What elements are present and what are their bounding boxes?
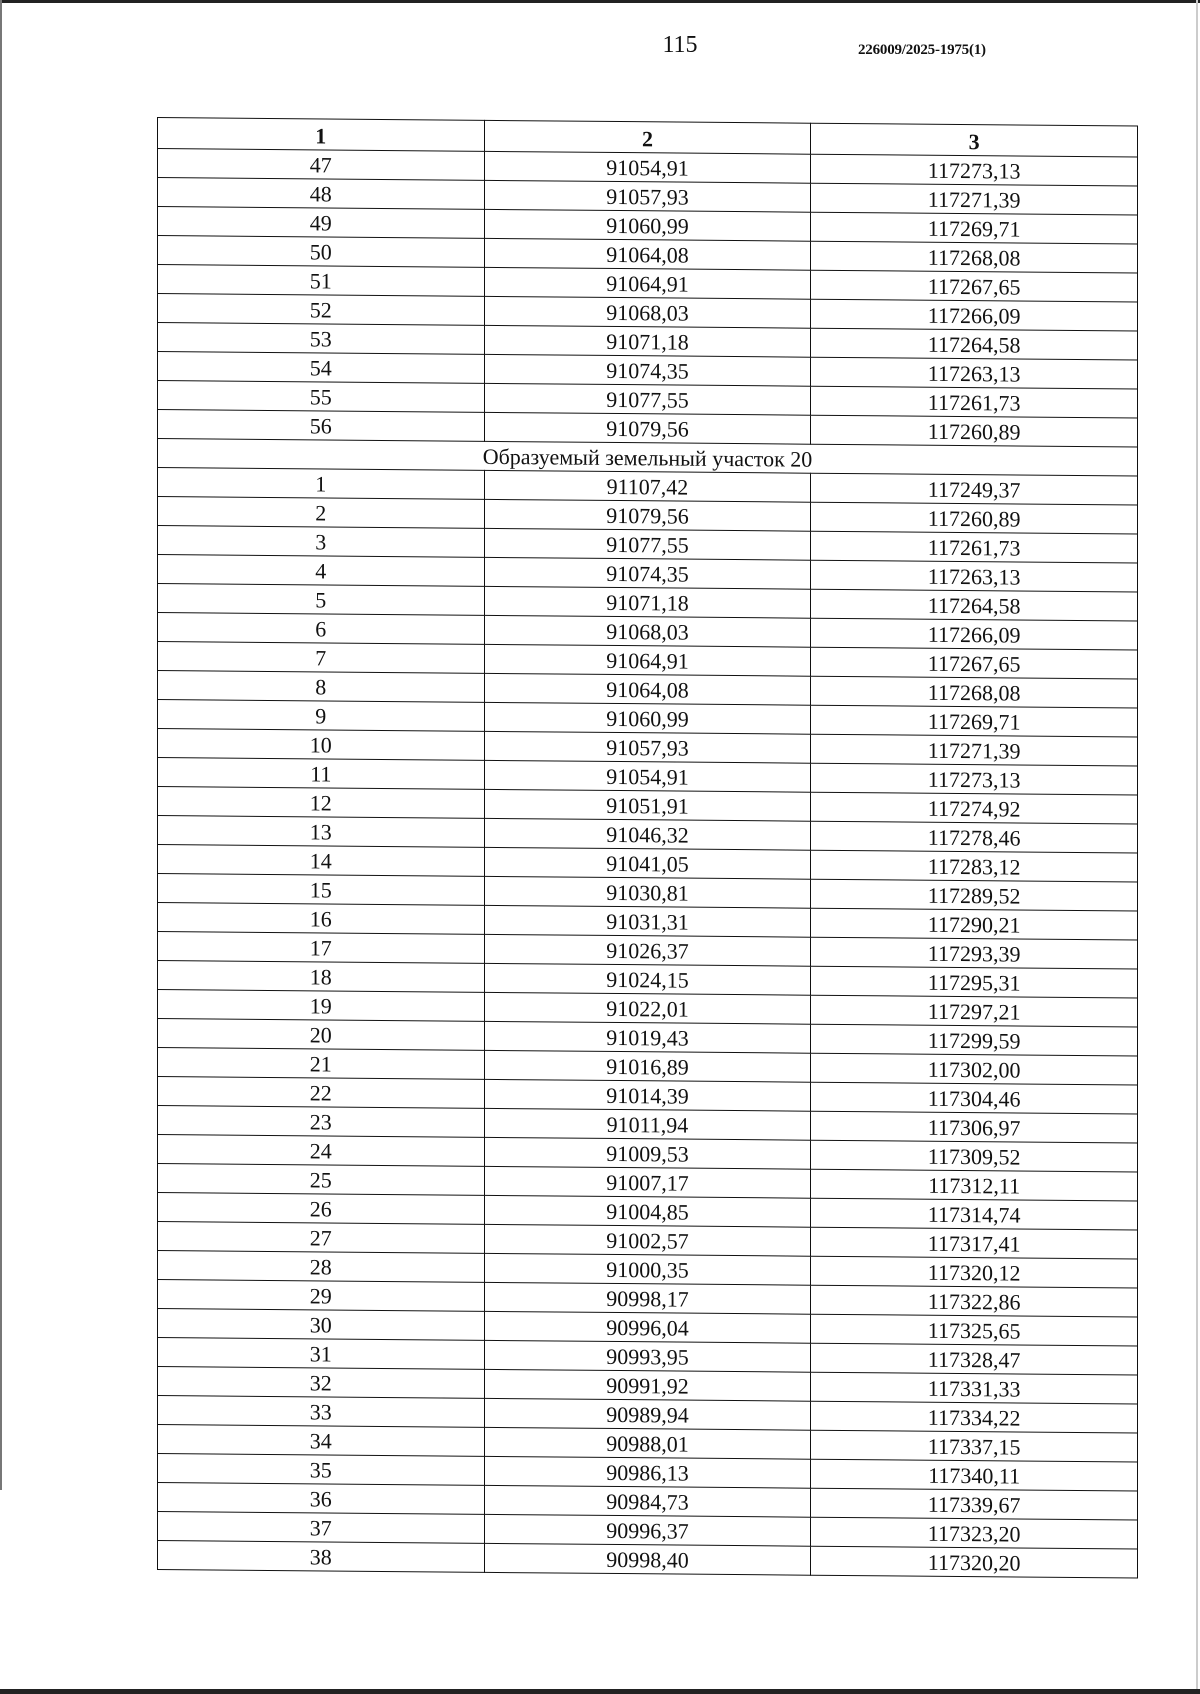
coordinate-y: 117317,41	[811, 1227, 1138, 1259]
point-number: 21	[158, 1048, 485, 1080]
coordinate-x: 91064,91	[484, 644, 811, 676]
point-number: 25	[158, 1164, 485, 1196]
coordinate-y: 117320,20	[811, 1546, 1138, 1578]
coordinate-x: 91024,15	[484, 963, 811, 995]
coordinate-x: 91077,55	[484, 528, 811, 560]
coordinate-y: 117289,52	[811, 879, 1138, 911]
coordinate-x: 91064,08	[484, 673, 811, 705]
coordinate-y: 117295,31	[811, 966, 1138, 998]
coordinate-x: 91000,35	[484, 1253, 811, 1285]
coordinate-y: 117328,47	[811, 1343, 1138, 1375]
coordinate-x: 91041,05	[484, 847, 811, 879]
coordinate-x: 91079,56	[484, 499, 811, 531]
point-number: 30	[158, 1309, 485, 1341]
page-number: 115	[662, 32, 698, 58]
scan-edge-left	[0, 0, 2, 1490]
section-title: Образуемый земельный участок 20	[158, 439, 1138, 477]
coordinate-x: 91030,81	[484, 876, 811, 908]
point-number: 35	[158, 1454, 485, 1486]
coordinate-y: 117268,08	[811, 676, 1138, 708]
coordinate-x: 91071,18	[484, 586, 811, 618]
point-number: 10	[158, 729, 485, 761]
coordinate-x: 91079,56	[484, 412, 811, 444]
coordinate-x: 91004,85	[484, 1195, 811, 1227]
coordinate-x: 91016,89	[484, 1050, 811, 1082]
point-number: 32	[158, 1367, 485, 1399]
point-number: 33	[158, 1396, 485, 1428]
coordinate-x: 91002,57	[484, 1224, 811, 1256]
coordinate-x: 90991,92	[484, 1369, 811, 1401]
scan-edge-bottom	[0, 1689, 1200, 1694]
coordinate-y: 117264,58	[811, 589, 1138, 621]
coordinate-y: 117293,39	[811, 937, 1138, 969]
coordinate-x: 90993,95	[484, 1340, 811, 1372]
coordinate-x: 90984,73	[484, 1485, 811, 1517]
coordinate-y: 117268,08	[811, 241, 1138, 273]
point-number: 8	[158, 671, 485, 703]
coordinate-x: 91057,93	[484, 180, 811, 212]
coordinate-y: 117322,86	[811, 1285, 1138, 1317]
point-number: 17	[158, 932, 485, 964]
coordinate-x: 91014,39	[484, 1079, 811, 1111]
coordinate-x: 91057,93	[484, 731, 811, 763]
point-number: 54	[158, 352, 485, 384]
coordinate-y: 117271,39	[811, 734, 1138, 766]
point-number: 12	[158, 787, 485, 819]
coordinate-x: 91007,17	[484, 1166, 811, 1198]
coordinate-y: 117249,37	[811, 473, 1138, 505]
point-number: 2	[158, 497, 485, 529]
point-number: 1	[158, 468, 485, 500]
point-number: 6	[158, 613, 485, 645]
coordinate-x: 90998,40	[484, 1543, 811, 1575]
point-number: 37	[158, 1512, 485, 1544]
point-number: 38	[158, 1541, 485, 1573]
coordinate-y: 117263,13	[811, 357, 1138, 389]
coordinate-y: 117261,73	[811, 386, 1138, 418]
point-number: 28	[158, 1251, 485, 1283]
coordinate-y: 117309,52	[811, 1140, 1138, 1172]
coordinate-y: 117267,65	[811, 270, 1138, 302]
point-number: 15	[158, 874, 485, 906]
coordinate-x: 91054,91	[484, 151, 811, 183]
coordinate-y: 117260,89	[811, 415, 1138, 447]
point-number: 51	[158, 265, 485, 297]
scan-edge-right	[1196, 0, 1198, 1694]
coordinate-x: 91022,01	[484, 992, 811, 1024]
coordinate-x: 91074,35	[484, 354, 811, 386]
point-number: 52	[158, 294, 485, 326]
coordinate-y: 117273,13	[811, 763, 1138, 795]
point-number: 7	[158, 642, 485, 674]
coordinate-x: 90998,17	[484, 1282, 811, 1314]
point-number: 20	[158, 1019, 485, 1051]
coordinate-x: 91064,08	[484, 238, 811, 270]
point-number: 53	[158, 323, 485, 355]
coordinate-x: 91060,99	[484, 209, 811, 241]
coordinate-x: 90996,04	[484, 1311, 811, 1343]
coordinate-y: 117273,13	[811, 154, 1138, 186]
table-body-section	[158, 468, 1138, 1579]
coordinate-x: 91009,53	[484, 1137, 811, 1169]
coordinate-y: 117271,39	[811, 183, 1138, 215]
coordinate-y: 117320,12	[811, 1256, 1138, 1288]
point-number: 36	[158, 1483, 485, 1515]
coordinate-y: 117299,59	[811, 1024, 1138, 1056]
coordinate-y: 117323,20	[811, 1517, 1138, 1549]
point-number: 9	[158, 700, 485, 732]
coordinate-y: 117337,15	[811, 1430, 1138, 1462]
column-header-2: 2	[484, 120, 811, 154]
point-number: 47	[158, 149, 485, 181]
coordinate-y: 117297,21	[811, 995, 1138, 1027]
coordinate-y: 117269,71	[811, 212, 1138, 244]
coordinate-y: 117290,21	[811, 908, 1138, 940]
column-header-3: 3	[811, 123, 1138, 157]
column-header-1: 1	[158, 118, 485, 152]
coordinate-y: 117304,46	[811, 1082, 1138, 1114]
coordinate-y: 117314,74	[811, 1198, 1138, 1230]
point-number: 50	[158, 236, 485, 268]
coordinate-x: 91107,42	[484, 470, 811, 502]
coordinate-y: 117339,67	[811, 1488, 1138, 1520]
point-number: 55	[158, 381, 485, 413]
coordinate-x: 91064,91	[484, 267, 811, 299]
coordinate-x: 90989,94	[484, 1398, 811, 1430]
coordinate-y: 117331,33	[811, 1372, 1138, 1404]
point-number: 4	[158, 555, 485, 587]
point-number: 27	[158, 1222, 485, 1254]
coordinate-x: 90996,37	[484, 1514, 811, 1546]
coordinate-x: 91026,37	[484, 934, 811, 966]
point-number: 13	[158, 816, 485, 848]
point-number: 16	[158, 903, 485, 935]
scan-edge-top	[0, 0, 1200, 3]
coordinate-x: 90986,13	[484, 1456, 811, 1488]
point-number: 3	[158, 526, 485, 558]
coordinate-y: 117325,65	[811, 1314, 1138, 1346]
coordinate-x: 91046,32	[484, 818, 811, 850]
point-number: 22	[158, 1077, 485, 1109]
point-number: 29	[158, 1280, 485, 1312]
point-number: 24	[158, 1135, 485, 1167]
point-number: 14	[158, 845, 485, 877]
coordinate-y: 117264,58	[811, 328, 1138, 360]
coordinate-x: 90988,01	[484, 1427, 811, 1459]
coordinate-y: 117263,13	[811, 560, 1138, 592]
coordinate-x: 91051,91	[484, 789, 811, 821]
coordinate-y: 117278,46	[811, 821, 1138, 853]
point-number: 26	[158, 1193, 485, 1225]
point-number: 5	[158, 584, 485, 616]
coordinate-y: 117306,97	[811, 1111, 1138, 1143]
point-number: 48	[158, 178, 485, 210]
coordinate-y: 117266,09	[811, 618, 1138, 650]
coordinate-y: 117274,92	[811, 792, 1138, 824]
coordinate-y: 117302,00	[811, 1053, 1138, 1085]
point-number: 31	[158, 1338, 485, 1370]
point-number: 11	[158, 758, 485, 790]
coordinate-y: 117283,12	[811, 850, 1138, 882]
coordinate-x: 91077,55	[484, 383, 811, 415]
point-number: 56	[158, 410, 485, 442]
coordinate-x: 91011,94	[484, 1108, 811, 1140]
coordinate-y: 117266,09	[811, 299, 1138, 331]
point-number: 49	[158, 207, 485, 239]
coordinate-x: 91074,35	[484, 557, 811, 589]
coordinate-x: 91019,43	[484, 1021, 811, 1053]
coordinate-x: 91054,91	[484, 760, 811, 792]
coordinate-y: 117260,89	[811, 502, 1138, 534]
coordinate-x: 91071,18	[484, 325, 811, 357]
document-reference: 226009/2025-1975(1)	[858, 42, 986, 58]
coordinate-x: 91031,31	[484, 905, 811, 937]
coordinate-y: 117269,71	[811, 705, 1138, 737]
coordinate-y: 117334,22	[811, 1401, 1138, 1433]
point-number: 23	[158, 1106, 485, 1138]
coordinate-x: 91068,03	[484, 615, 811, 647]
coordinate-x: 91060,99	[484, 702, 811, 734]
point-number: 34	[158, 1425, 485, 1457]
point-number: 19	[158, 990, 485, 1022]
coordinate-y: 117261,73	[811, 531, 1138, 563]
coordinate-y: 117312,11	[811, 1169, 1138, 1201]
table-body-top	[158, 149, 1138, 448]
coordinates-table	[157, 117, 1138, 1579]
coordinate-y: 117267,65	[811, 647, 1138, 679]
point-number: 18	[158, 961, 485, 993]
coordinate-y: 117340,11	[811, 1459, 1138, 1491]
coordinate-x: 91068,03	[484, 296, 811, 328]
